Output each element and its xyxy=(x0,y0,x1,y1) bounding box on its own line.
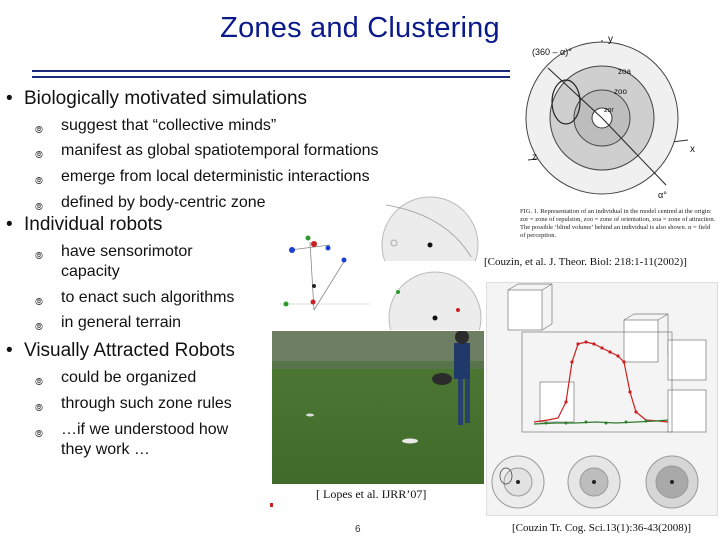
zone-zoo-label: zoo xyxy=(614,87,627,96)
axis-z-label: z xyxy=(532,152,537,163)
simulation-snapshot-1 xyxy=(376,195,484,261)
citation-couzin-jtb: [Couzin, et al. J. Theor. Biol: 218:1-11(2002)] xyxy=(484,256,687,268)
zone-zor-label: zor xyxy=(604,107,614,114)
sub-bullet: ⦾ could be organized xyxy=(61,368,271,388)
sub-bullet: ⦾ to enact such algorithms xyxy=(61,288,271,308)
title-rule-top xyxy=(32,70,510,72)
sub-bullet-icon: ⦾ xyxy=(35,429,43,440)
citation-couzin-tcs: [Couzin Tr. Cog. Sci.13(1):36-43(2008)] xyxy=(512,522,692,534)
sub-bullet-icon: ⦾ xyxy=(35,377,43,388)
sub-bullet-icon: ⦾ xyxy=(35,150,43,161)
sub-bullet-icon: ⦾ xyxy=(35,297,43,308)
title-rule-bottom xyxy=(32,76,510,78)
bullet-text: Visually Attracted Robots xyxy=(24,340,235,361)
sub-bullet-icon: ⦾ xyxy=(35,403,43,414)
bullet-text: Biologically motivated simulations xyxy=(24,88,308,109)
sub-bullet: ⦾ emerge from local deterministic interactions xyxy=(61,167,441,187)
sub-bullet: ⦾ …if we understood how they work … xyxy=(35,421,229,458)
bullet-dot: • xyxy=(6,340,13,361)
sub-bullet: ⦾ manifest as global spatiotemporal formations xyxy=(61,141,441,161)
red-marker xyxy=(270,503,273,507)
sub-bullet-icon: ⦾ xyxy=(35,176,43,187)
field-photo xyxy=(272,331,484,484)
sub-bullet-icon: ⦾ xyxy=(35,125,43,136)
sub-bullet: ⦾ have sensorimotor capacity xyxy=(35,243,193,280)
bullet-visually-attracted xyxy=(6,340,235,362)
bullet-individual-robots xyxy=(6,214,162,236)
axis-x-label: x xyxy=(690,144,695,155)
bullet-dot: • xyxy=(6,88,13,109)
couzin-figure-chart xyxy=(486,282,716,514)
robot-trajectory-sketch xyxy=(270,220,382,330)
sub-bullet-icon: ⦾ xyxy=(35,202,43,213)
alpha-label: α° xyxy=(658,190,667,200)
zone-diagram xyxy=(518,30,718,200)
sub-bullet: ⦾ through such zone rules xyxy=(61,394,271,414)
angle-label: (360 – α)° xyxy=(532,47,572,57)
simulation-snapshot-2 xyxy=(380,268,485,330)
sub-bullet: ⦾ suggest that “collective minds” xyxy=(61,116,441,136)
page-number: 6 xyxy=(355,524,361,535)
bullet-biologically-motivated xyxy=(6,88,307,110)
zone-zoa-label: zoa xyxy=(618,67,631,76)
slide-title: Zones and Clustering xyxy=(220,12,500,44)
sub-bullet: ⦾ in general terrain xyxy=(61,313,271,333)
bullet-text: Individual robots xyxy=(24,214,163,235)
citation-lopes: [ Lopes et al. IJRR’07] xyxy=(316,487,427,501)
sub-bullet-icon: ⦾ xyxy=(35,251,43,262)
figure-caption: FIG. 1. Representation of an individual in the model centred at the origin: zor = zone of repulsion, zoo = zone of orientation, zoa = zone of attraction. The possible ‘blind volume’ behind an individual is also shown. α = field of perception. xyxy=(520,208,716,239)
sub-bullet-icon: ⦾ xyxy=(35,322,43,333)
axis-y-label: y xyxy=(608,34,613,45)
sub-bullet: ⦾ defined by body-centric zone xyxy=(61,193,381,213)
bullet-dot: • xyxy=(6,214,13,235)
